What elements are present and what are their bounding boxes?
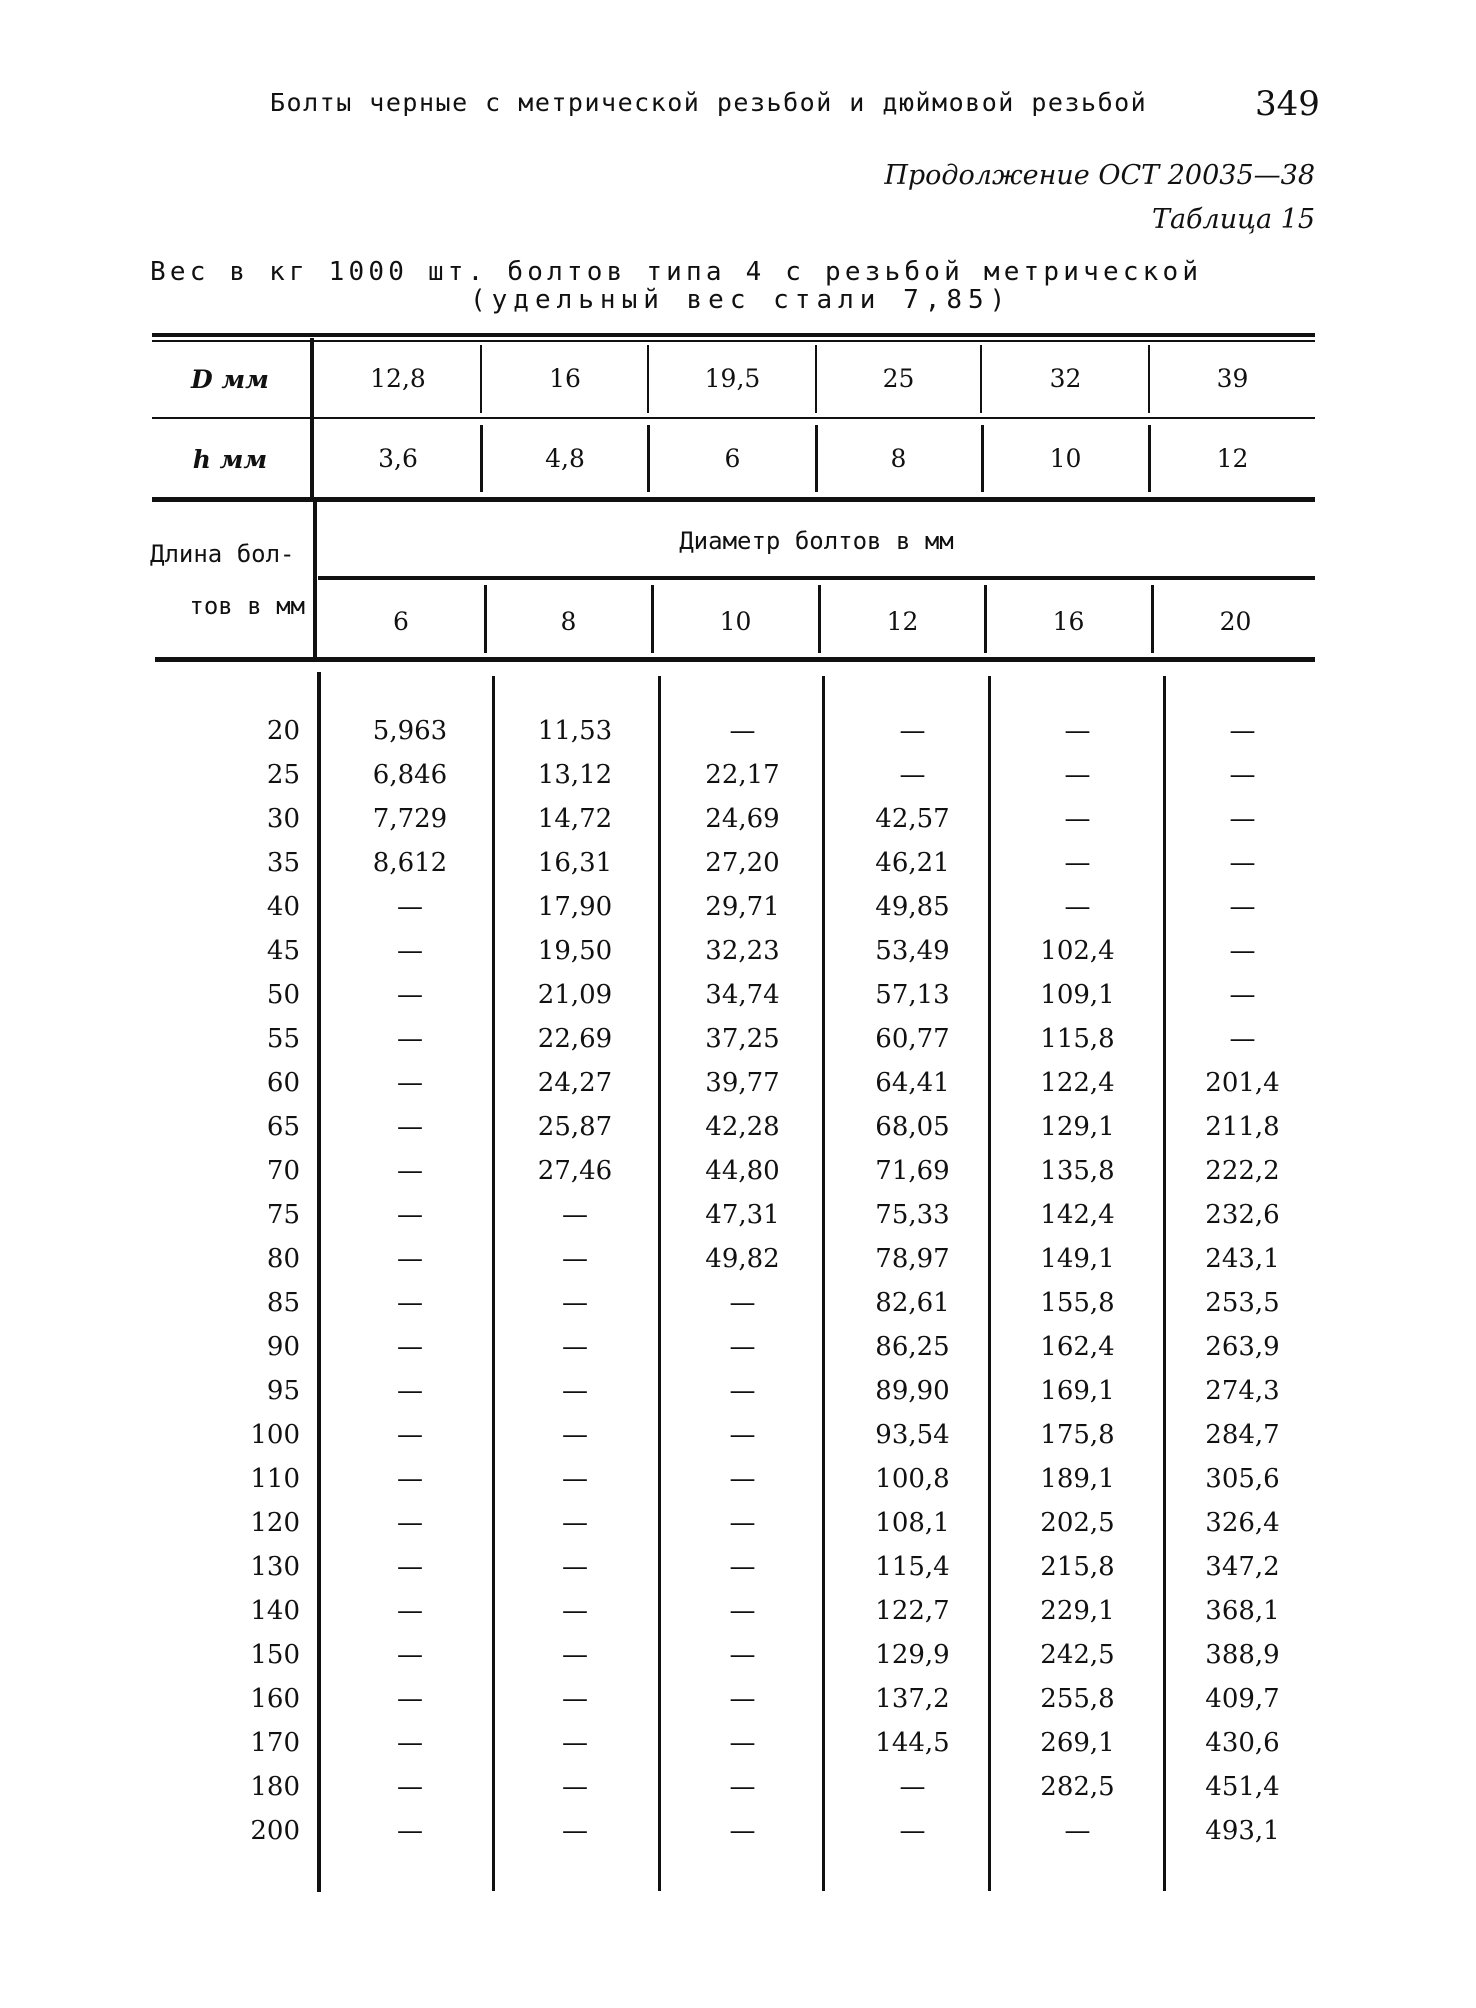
rule-diameter-header	[318, 576, 1315, 580]
value-cell: 211,8	[1205, 1112, 1280, 1142]
value-cell: 64,41	[875, 1068, 950, 1098]
length-cell: 35	[266, 848, 300, 878]
h-value: 10	[1049, 444, 1082, 473]
diameter-value: 6	[393, 607, 409, 636]
vline-h-1	[480, 425, 483, 492]
value-cell: 368,1	[1205, 1596, 1280, 1626]
value-cell: —	[562, 1332, 588, 1362]
value-cell: —	[729, 716, 756, 746]
value-cell: 27,20	[705, 848, 780, 878]
table-row	[0, 1200, 1476, 1244]
length-cell: 90	[266, 1332, 300, 1362]
value-cell: —	[1229, 980, 1256, 1010]
length-cell: 30	[266, 804, 300, 834]
value-cell: —	[562, 1552, 588, 1582]
value-cell: 47,31	[705, 1200, 780, 1230]
value-cell: 39,77	[705, 1068, 780, 1098]
length-cell: 60	[266, 1068, 300, 1098]
value-cell: 122,4	[1040, 1068, 1115, 1098]
table-row	[0, 1244, 1476, 1288]
value-cell: —	[562, 1288, 588, 1318]
vline-d-4	[980, 345, 982, 413]
value-cell: 274,3	[1205, 1376, 1280, 1406]
value-cell: 13,12	[537, 760, 613, 790]
value-cell: 49,82	[705, 1244, 780, 1274]
page-number: 349	[1255, 84, 1320, 124]
d-value: 39	[1216, 364, 1249, 393]
value-cell: —	[562, 1376, 588, 1406]
value-cell: 175,8	[1040, 1420, 1115, 1450]
value-cell: —	[397, 1464, 423, 1494]
value-cell: 305,6	[1205, 1464, 1280, 1494]
value-cell: 115,4	[875, 1552, 950, 1582]
value-cell: —	[1229, 1024, 1256, 1054]
diameter-value: 16	[1052, 607, 1085, 636]
value-cell: —	[397, 1024, 423, 1054]
value-cell: 25,87	[537, 1112, 613, 1142]
value-cell: 22,69	[537, 1024, 613, 1054]
value-cell: 222,2	[1205, 1156, 1280, 1186]
value-cell: 21,09	[537, 980, 613, 1010]
value-cell: 24,69	[705, 804, 780, 834]
value-cell: 78,97	[875, 1244, 950, 1274]
value-cell: 32,23	[705, 936, 780, 966]
value-cell: —	[562, 1244, 588, 1274]
value-cell: 42,57	[875, 804, 950, 834]
value-cell: —	[562, 1508, 588, 1538]
value-cell: —	[1229, 716, 1256, 746]
value-cell: 6,846	[372, 760, 448, 790]
value-cell: —	[397, 1244, 423, 1274]
value-cell: —	[562, 1728, 588, 1758]
value-cell: 155,8	[1040, 1288, 1115, 1318]
value-cell: 189,1	[1040, 1464, 1115, 1494]
value-cell: 284,7	[1205, 1420, 1280, 1450]
length-cell: 170	[250, 1728, 300, 1758]
table-row	[0, 1596, 1476, 1640]
table-row	[0, 1552, 1476, 1596]
value-cell: —	[397, 1420, 423, 1450]
vline-d-2	[647, 345, 649, 413]
diameter-value: 8	[560, 607, 577, 636]
value-cell: 326,4	[1205, 1508, 1280, 1538]
length-cell: 140	[250, 1596, 300, 1626]
value-cell: 17,90	[537, 892, 613, 922]
value-cell: 93,54	[875, 1420, 950, 1450]
rule-h-row	[152, 497, 1315, 502]
value-cell: —	[562, 1420, 588, 1450]
value-cell: 137,2	[875, 1684, 950, 1714]
table-row	[0, 1068, 1476, 1112]
value-cell: —	[729, 1420, 756, 1450]
value-cell: —	[562, 1816, 588, 1846]
h-row-label: h мм	[192, 445, 268, 474]
diameter-value: 12	[886, 607, 919, 636]
vline-d-1	[480, 345, 482, 413]
length-cell: 55	[266, 1024, 300, 1054]
value-cell: —	[1229, 760, 1256, 790]
value-cell: 347,2	[1205, 1552, 1280, 1582]
table-caption-line-2: (удельный вес стали 7,85)	[470, 285, 1012, 315]
table-row	[0, 1112, 1476, 1156]
length-cell: 95	[266, 1376, 300, 1406]
value-cell: —	[899, 1816, 926, 1846]
value-cell: —	[562, 1596, 588, 1626]
table-row	[0, 1288, 1476, 1332]
value-cell: —	[1064, 804, 1091, 834]
h-value: 6	[724, 444, 741, 473]
value-cell: 129,1	[1040, 1112, 1115, 1142]
length-cell: 65	[266, 1112, 300, 1142]
value-cell: 42,28	[705, 1112, 780, 1142]
value-cell: 49,85	[875, 892, 950, 922]
value-cell: —	[397, 1728, 423, 1758]
value-cell: —	[729, 1816, 756, 1846]
table-row	[0, 1376, 1476, 1420]
value-cell: 255,8	[1040, 1684, 1115, 1714]
value-cell: —	[1229, 892, 1256, 922]
value-cell: —	[1229, 936, 1256, 966]
value-cell: —	[1064, 760, 1091, 790]
continuation-note: Продолжение ОСТ 20035—38	[884, 160, 1315, 191]
diameter-value: 10	[719, 607, 752, 636]
table-row	[0, 760, 1476, 804]
value-cell: —	[397, 1816, 423, 1846]
value-cell: 409,7	[1205, 1684, 1280, 1714]
value-cell: 202,5	[1040, 1508, 1115, 1538]
diameter-header: Диаметр болтов в мм	[679, 527, 954, 555]
value-cell: 57,13	[875, 980, 950, 1010]
length-cell: 25	[266, 760, 300, 790]
value-cell: 19,50	[537, 936, 613, 966]
d-value: 19,5	[704, 364, 761, 393]
length-cell: 200	[250, 1816, 300, 1846]
length-cell: 180	[250, 1772, 300, 1802]
h-value: 8	[890, 444, 907, 473]
length-cell: 75	[266, 1200, 300, 1230]
d-value: 25	[882, 364, 915, 393]
value-cell: —	[397, 1772, 423, 1802]
value-cell: 44,80	[705, 1156, 780, 1186]
value-cell: 34,74	[705, 980, 780, 1010]
h-value: 3,6	[378, 444, 418, 473]
value-cell: —	[729, 1288, 756, 1318]
length-cell: 20	[266, 716, 300, 746]
value-cell: 169,1	[1040, 1376, 1115, 1406]
value-cell: 108,1	[875, 1508, 950, 1538]
length-cell: 45	[266, 936, 300, 966]
value-cell: 388,9	[1205, 1640, 1280, 1670]
value-cell: 27,46	[537, 1156, 613, 1186]
value-cell: —	[397, 892, 423, 922]
value-cell: —	[1229, 848, 1256, 878]
table-row	[0, 892, 1476, 936]
value-cell: —	[1064, 848, 1091, 878]
value-cell: 215,8	[1040, 1552, 1115, 1582]
value-cell: —	[562, 1640, 588, 1670]
value-cell: —	[397, 1376, 423, 1406]
value-cell: 162,4	[1040, 1332, 1115, 1362]
length-cell: 110	[250, 1464, 300, 1494]
value-cell: 109,1	[1040, 980, 1115, 1010]
value-cell: —	[397, 1112, 423, 1142]
value-cell: 24,27	[537, 1068, 613, 1098]
table-row	[0, 1464, 1476, 1508]
length-cell: 120	[250, 1508, 300, 1538]
value-cell: —	[729, 1552, 756, 1582]
h-value: 12	[1216, 444, 1249, 473]
value-cell: —	[1229, 804, 1256, 834]
table-caption-line-1: Вес в кг 1000 шт. болтов типа 4 с резьбой метрической	[150, 257, 1203, 287]
table-row	[0, 1024, 1476, 1068]
value-cell: —	[562, 1772, 588, 1802]
d-row-label: D мм	[191, 365, 269, 394]
table-row	[0, 848, 1476, 892]
value-cell: —	[397, 1552, 423, 1582]
value-cell: 68,05	[875, 1112, 950, 1142]
value-cell: —	[397, 1508, 423, 1538]
value-cell: 232,6	[1205, 1200, 1280, 1230]
value-cell: 263,9	[1205, 1332, 1280, 1362]
value-cell: —	[899, 1772, 926, 1802]
value-cell: 493,1	[1205, 1816, 1280, 1846]
value-cell: 144,5	[875, 1728, 950, 1758]
value-cell: —	[729, 1640, 756, 1670]
value-cell: —	[397, 1156, 423, 1186]
value-cell: —	[397, 936, 423, 966]
value-cell: 135,8	[1040, 1156, 1115, 1186]
value-cell: 201,4	[1205, 1068, 1280, 1098]
value-cell: —	[397, 1288, 423, 1318]
value-cell: —	[562, 1200, 588, 1230]
value-cell: —	[562, 1684, 588, 1714]
value-cell: 14,72	[537, 804, 613, 834]
value-cell: 100,8	[875, 1464, 950, 1494]
value-cell: —	[729, 1728, 756, 1758]
value-cell: —	[729, 1332, 756, 1362]
rule-d-row	[152, 417, 1315, 419]
value-cell: —	[562, 1464, 588, 1494]
table-row	[0, 1332, 1476, 1376]
value-cell: 269,1	[1040, 1728, 1115, 1758]
value-cell: 7,729	[372, 804, 448, 834]
d-value: 32	[1049, 364, 1082, 393]
value-cell: 82,61	[875, 1288, 950, 1318]
value-cell: 115,8	[1040, 1024, 1115, 1054]
value-cell: 229,1	[1040, 1596, 1115, 1626]
value-cell: —	[899, 716, 926, 746]
value-cell: 29,71	[705, 892, 780, 922]
value-cell: 122,7	[875, 1596, 950, 1626]
value-cell: 60,77	[875, 1024, 950, 1054]
diameter-value: 20	[1219, 607, 1252, 636]
value-cell: 5,963	[372, 716, 448, 746]
value-cell: 430,6	[1205, 1728, 1280, 1758]
value-cell: 89,90	[875, 1376, 950, 1406]
value-cell: —	[397, 1640, 423, 1670]
d-value: 12,8	[370, 364, 426, 393]
table-row	[0, 1420, 1476, 1464]
length-cell: 130	[250, 1552, 300, 1582]
table-row	[0, 1156, 1476, 1200]
value-cell: 46,21	[875, 848, 950, 878]
length-cell: 160	[250, 1684, 300, 1714]
length-cell: 70	[266, 1156, 300, 1186]
table-row	[0, 1816, 1476, 1860]
value-cell: —	[397, 1200, 423, 1230]
value-cell: —	[729, 1684, 756, 1714]
value-cell: —	[729, 1376, 756, 1406]
table-row	[0, 716, 1476, 760]
length-cell: 100	[250, 1420, 300, 1450]
value-cell: 282,5	[1040, 1772, 1115, 1802]
value-cell: —	[729, 1772, 756, 1802]
length-label-line-2: тов в мм	[189, 592, 305, 620]
value-cell: 37,25	[705, 1024, 780, 1054]
length-label-line-1: Длина бол-	[150, 540, 295, 568]
value-cell: 71,69	[875, 1156, 950, 1186]
table-row	[0, 1684, 1476, 1728]
table-row	[0, 936, 1476, 980]
length-cell: 150	[250, 1640, 300, 1670]
value-cell: —	[729, 1464, 756, 1494]
h-value: 4,8	[545, 444, 585, 473]
value-cell: 242,5	[1040, 1640, 1115, 1670]
length-cell: 80	[266, 1244, 300, 1274]
value-cell: 86,25	[875, 1332, 950, 1362]
length-cell: 50	[266, 980, 300, 1010]
value-cell: —	[397, 1596, 423, 1626]
value-cell: —	[1064, 716, 1091, 746]
value-cell: 149,1	[1040, 1244, 1115, 1274]
value-cell: —	[899, 760, 926, 790]
table-row	[0, 1772, 1476, 1816]
table-row	[0, 1728, 1476, 1772]
value-cell: —	[1064, 892, 1091, 922]
value-cell: 102,4	[1040, 936, 1115, 966]
value-cell: 8,612	[372, 848, 448, 878]
value-cell: 11,53	[537, 716, 613, 746]
value-cell: —	[1064, 1816, 1091, 1846]
length-cell: 40	[266, 892, 300, 922]
table-number: Таблица 15	[1151, 204, 1315, 235]
vline-left-header	[310, 338, 314, 498]
value-cell: 243,1	[1205, 1244, 1280, 1274]
d-value: 16	[549, 364, 581, 393]
value-cell: 253,5	[1205, 1288, 1280, 1318]
value-cell: 129,9	[875, 1640, 950, 1670]
value-cell: —	[729, 1508, 756, 1538]
running-title: Болты черные с метрической резьбой и дюймовой резьбой	[270, 88, 1148, 117]
table-row	[0, 980, 1476, 1024]
value-cell: 22,17	[705, 760, 780, 790]
table-row	[0, 804, 1476, 848]
value-cell: 16,31	[537, 848, 613, 878]
value-cell: 142,4	[1040, 1200, 1115, 1230]
value-cell: —	[397, 1684, 423, 1714]
value-cell: —	[397, 1068, 423, 1098]
value-cell: 53,49	[875, 936, 950, 966]
value-cell: 75,33	[875, 1200, 950, 1230]
top-rule-thin	[152, 340, 1315, 342]
value-cell: —	[397, 980, 423, 1010]
top-rule	[152, 333, 1315, 337]
length-cell: 85	[266, 1288, 300, 1318]
value-cell: —	[397, 1332, 423, 1362]
value-cell: 451,4	[1205, 1772, 1280, 1802]
value-cell: —	[729, 1596, 756, 1626]
rule-diameters	[155, 657, 1315, 662]
table-row	[0, 1640, 1476, 1684]
table-row	[0, 1508, 1476, 1552]
vline-left-mid	[313, 502, 317, 659]
